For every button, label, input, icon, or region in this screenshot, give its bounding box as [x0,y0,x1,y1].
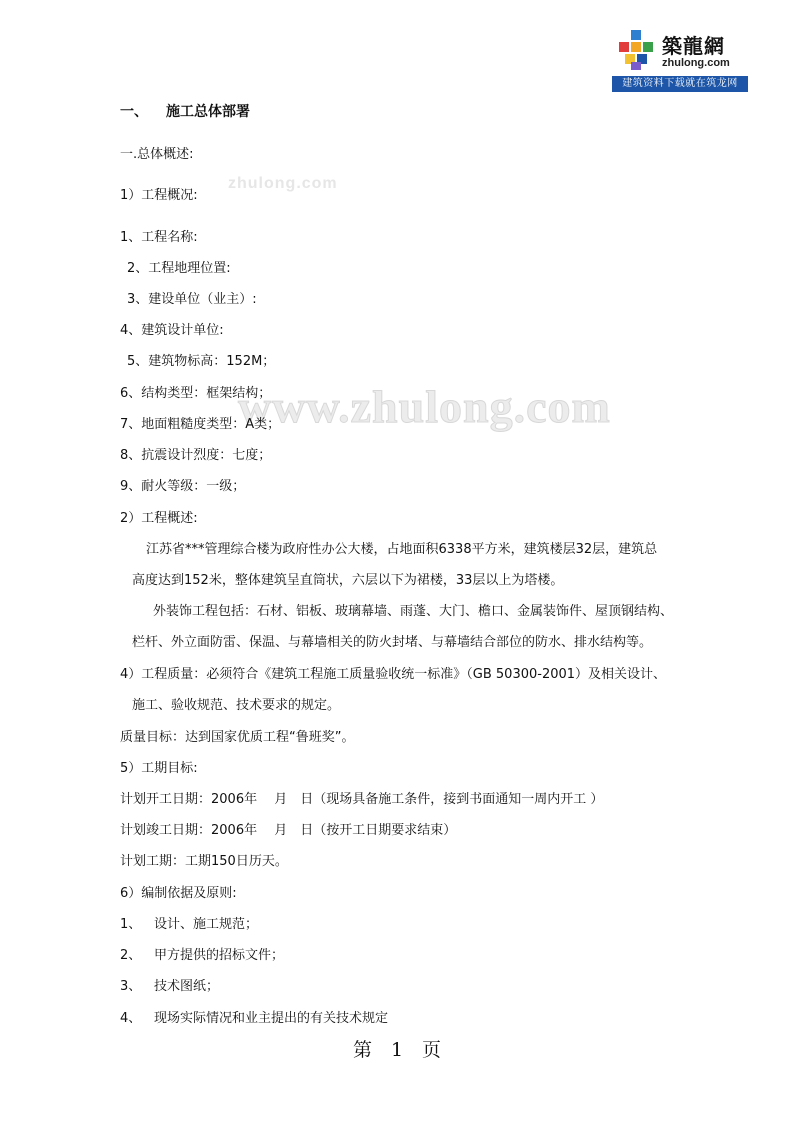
basis-item [120,916,258,934]
page-number: 第 1 页 [352,1039,442,1061]
project-desc-line: 高度达到152米，整体建筑呈直筒状，六层以下为裙楼，33层以上为塔楼。 [132,573,564,588]
basis-item-number: 1、 [120,917,142,932]
quality-target: 质量目标：达到国家优质工程“鲁班奖”。 [120,730,355,745]
logo-tagline: 建筑资料下载就在筑龙网 [612,76,748,92]
logo-domain: zhulong.com [662,57,730,69]
schedule-line: 计划竣工日期：2006年 月 日（按开工日期要求结束） [120,823,457,838]
basis-item-number: 4、 [120,1011,142,1026]
basis-item-text: 技术图纸； [154,979,220,994]
schedule-line: 计划开工日期：2006年 月 日（现场具备施工条件，接到书面通知一周内开工 ） [120,792,604,807]
scope-line: 栏杆、外立面防雷、保温、与幕墙相关的防火封堵、与幕墙结合部位的防水、排水结构等。 [132,635,653,650]
project-summary-title: 1）工程概况: [120,188,198,203]
list-item: 3、建设单位（业主）: [127,292,257,307]
zhulong-logo [612,26,748,94]
list-item: 1、工程名称: [120,230,198,245]
schedule-line: 计划工期：工期150日历天。 [120,854,288,869]
basis-item-text: 现场实际情况和业主提出的有关技术规定 [154,1011,389,1026]
logo-name: 築龍網 [662,34,725,58]
basis-item-text: 设计、施工规范； [154,917,259,932]
quality-line: 施工、验收规范、技术要求的规定。 [132,698,341,713]
basis-title: 6）编制依据及原则: [120,886,237,901]
scope-line: 外装饰工程包括：石材、铝板、玻璃幕墙、雨蓬、大门、檐口、金属装饰件、屋顶钢结构、 [153,604,674,619]
overview-title: 一.总体概述: [120,147,194,162]
basis-item-text: 甲方提供的招标文件； [154,948,285,963]
schedule-title: 5）工期目标: [120,761,198,776]
section-heading [120,103,250,121]
basis-item-number: 3、 [120,979,142,994]
watermark-small: zhulong.com [228,175,338,192]
project-desc-line: 江苏省***管理综合楼为政府性办公大楼，占地面积6338平方米，建筑楼层32层，建筑总 [146,542,658,557]
basis-item [120,1010,388,1028]
list-item: 4、建筑设计单位: [120,323,224,338]
project-desc-title: 2）工程概述: [120,511,198,526]
list-item: 9、耐火等级：一级； [120,479,246,494]
list-item: 6、结构类型：框架结构； [120,386,272,401]
quality-line: 4）工程质量：必须符合《建筑工程施工质量验收统一标准》（GB 50300-2001）及相关设计、 [120,667,667,682]
list-item: 7、地面粗糙度类型：A类； [120,417,281,432]
list-item: 5、建筑物标高：152M； [127,354,276,369]
basis-item [120,978,219,996]
watermark-large: www.zhulong.com [238,381,611,432]
heading-title: 施工总体部署 [166,104,250,120]
list-item: 8、抗震设计烈度：七度； [120,448,272,463]
heading-number: 一、 [120,104,148,120]
basis-item-number: 2、 [120,948,142,963]
logo-mark-icon [614,28,658,72]
basis-item [120,947,284,965]
list-item: 2、工程地理位置: [127,261,231,276]
